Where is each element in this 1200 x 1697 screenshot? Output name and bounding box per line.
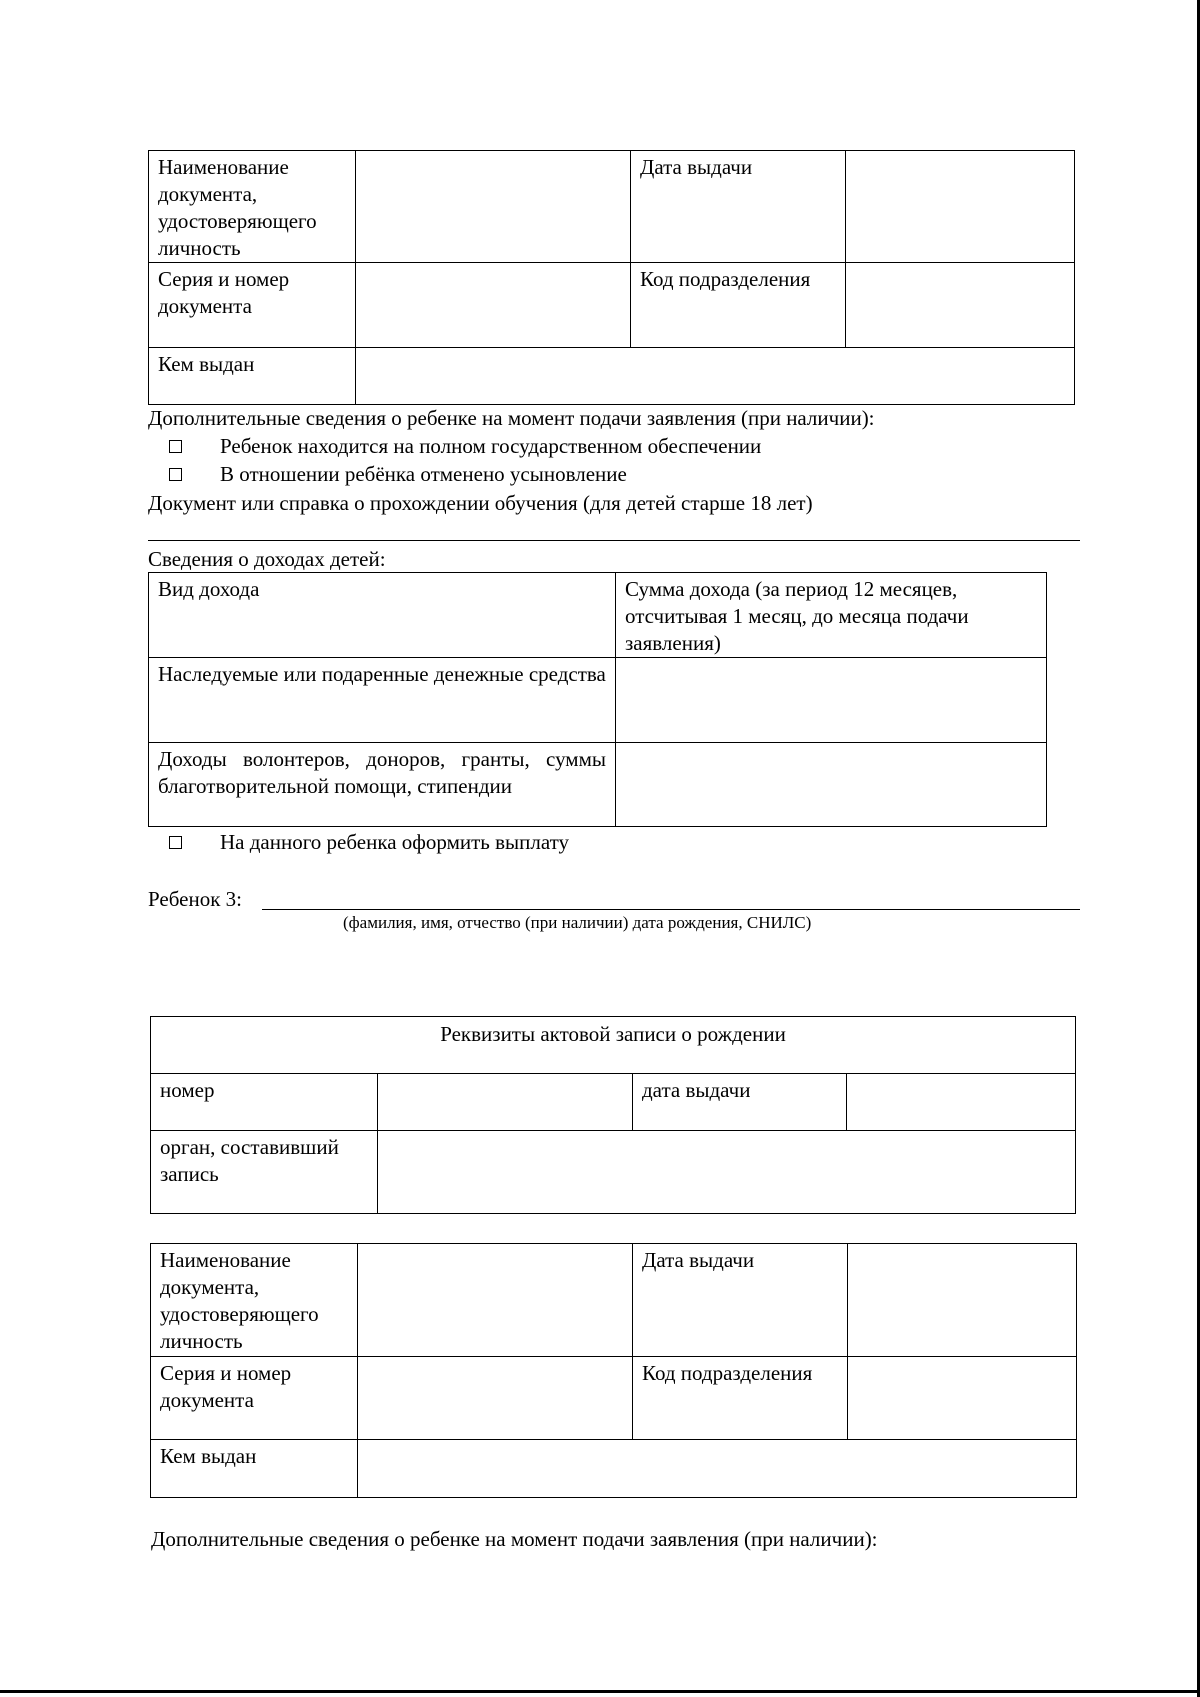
income-type-header: Вид дохода <box>149 573 616 658</box>
inherited-funds-label <box>149 658 616 743</box>
department-code-field[interactable] <box>848 1357 1077 1440</box>
income-table <box>148 572 1047 827</box>
document-name-label: Наименование документа, удостоверяющего личность <box>149 151 356 263</box>
document-name-field[interactable] <box>356 151 631 263</box>
issue-date-label: Дата выдачи <box>631 151 846 263</box>
adoption-cancelled-option[interactable] <box>138 461 627 488</box>
child-3-hint: (фамилия, имя, отчество (при наличии) дата рождения, СНИЛС) <box>343 913 812 932</box>
volunteer-income-text: Доходы волонтеров, доноров, гранты, суммы благотворительной помощи, стипендии <box>158 747 606 798</box>
income-heading: Сведения о доходах детей: <box>148 547 386 571</box>
identity-document-table-2 <box>150 1243 1077 1498</box>
document-name-label: Наименование документа, удостоверяющего личность <box>151 1244 358 1357</box>
inherited-funds-text: Наследуемые или подаренные денежные средства <box>158 662 606 686</box>
issue-date-label: Дата выдачи <box>633 1244 848 1357</box>
child-3-line[interactable] <box>262 909 1080 910</box>
payout-option[interactable] <box>138 829 569 856</box>
record-issue-date-label: дата выдачи <box>633 1074 847 1131</box>
additional-info-heading-2: Дополнительные сведения о ребенке на момент подачи заявления (при наличии): <box>151 1527 878 1551</box>
full-state-support-label: Ребенок находится на полном государственном обеспечении <box>220 434 762 458</box>
payout-option-label: На данного ребенка оформить выплату <box>220 830 570 854</box>
record-number-field[interactable] <box>378 1074 633 1131</box>
series-number-label: Серия и номер документа <box>151 1357 358 1440</box>
volunteer-income-sum-field[interactable] <box>616 743 1047 827</box>
record-authority-label: орган, составивший запись <box>151 1131 378 1214</box>
record-number-label: номер <box>151 1074 378 1131</box>
department-code-field[interactable] <box>846 263 1075 348</box>
issued-by-label: Кем выдан <box>149 348 356 405</box>
additional-info-heading-1: Дополнительные сведения о ребенке на момент подачи заявления (при наличии): <box>148 406 875 430</box>
record-issue-date-field[interactable] <box>847 1074 1076 1131</box>
checkbox[interactable] <box>169 836 182 849</box>
issued-by-label: Кем выдан <box>151 1440 358 1498</box>
income-sum-header: Сумма дохода (за период 12 месяцев, отсчитывая 1 месяц, до месяца подачи заявления) <box>616 573 1047 658</box>
series-number-field[interactable] <box>358 1357 633 1440</box>
issue-date-field[interactable] <box>848 1244 1077 1357</box>
checkbox[interactable] <box>169 440 182 453</box>
series-number-field[interactable] <box>356 263 631 348</box>
volunteer-income-label <box>149 743 616 827</box>
birth-record-table <box>150 1016 1076 1214</box>
full-state-support-option[interactable] <box>138 433 761 460</box>
adoption-cancelled-label: В отношении ребёнка отменено усыновление <box>220 462 627 486</box>
inherited-funds-sum-field[interactable] <box>616 658 1047 743</box>
department-code-label: Код подразделения <box>631 263 846 348</box>
study-document-label: Документ или справка о прохождении обучения (для детей старше 18 лет) <box>148 491 813 515</box>
identity-document-table-1 <box>148 150 1075 405</box>
issue-date-field[interactable] <box>846 151 1075 263</box>
document-name-field[interactable] <box>358 1244 633 1357</box>
record-authority-field[interactable] <box>378 1131 1076 1214</box>
series-number-label: Серия и номер документа <box>149 263 356 348</box>
issued-by-field[interactable] <box>356 348 1075 405</box>
study-document-line[interactable] <box>148 540 1080 541</box>
page-edge-bottom <box>0 1690 1200 1693</box>
checkbox[interactable] <box>169 468 182 481</box>
department-code-label: Код подразделения <box>633 1357 848 1440</box>
birth-record-title: Реквизиты актовой записи о рождении <box>151 1017 1076 1074</box>
child-3-label: Ребенок 3: <box>148 887 242 911</box>
issued-by-field[interactable] <box>358 1440 1077 1498</box>
